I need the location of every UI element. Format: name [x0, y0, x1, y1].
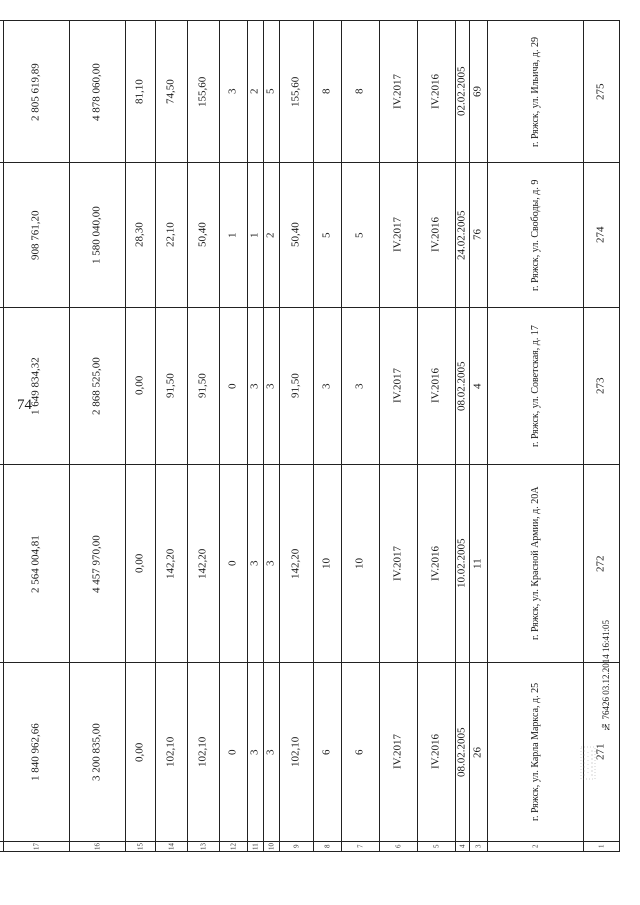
cell: 8: [314, 21, 342, 163]
address: г. Ряжск, ул. Ильича, д. 29: [488, 21, 584, 163]
table-row: [0, 21, 620, 163]
cell: 2: [264, 163, 280, 307]
address: г. Ряжск, ул. Карла Маркса, д. 25: [488, 663, 584, 841]
cell: IV.2017: [380, 163, 418, 307]
table-row: [0, 663, 620, 841]
cell: 102,10: [188, 663, 220, 841]
cell: 91,50: [156, 307, 188, 465]
column-number: 11: [248, 841, 264, 851]
cell: 10: [314, 465, 342, 663]
column-number: 6: [380, 841, 418, 851]
cell: 0: [220, 307, 248, 465]
cell: 26: [470, 663, 488, 841]
cell: 76: [470, 163, 488, 307]
cell: [0, 663, 4, 841]
cell: 0: [220, 465, 248, 663]
address: г. Ряжск, ул. Красной Армии, д. 20А: [488, 465, 584, 663]
cell: 3: [220, 21, 248, 163]
cell: 908 761,20: [4, 163, 70, 307]
cell: 3: [314, 307, 342, 465]
column-number: 14: [156, 841, 188, 851]
cell: [0, 21, 4, 163]
cell: IV.2017: [380, 21, 418, 163]
cell: 0,00: [126, 663, 156, 841]
cell: 155,60: [280, 21, 314, 163]
seal-mark: [580, 746, 596, 780]
cell: 8: [342, 21, 380, 163]
cell: 6: [314, 663, 342, 841]
column-number: 17: [4, 841, 70, 851]
cell: 11: [470, 465, 488, 663]
cell: 1: [220, 163, 248, 307]
cell: [0, 163, 4, 307]
cell: 24.02.2005: [456, 163, 470, 307]
cell: 3: [342, 307, 380, 465]
column-number: 15: [126, 841, 156, 851]
cell: 3: [248, 663, 264, 841]
cell: 4 878 060,00: [70, 21, 126, 163]
cell: 02.02.2005: [456, 21, 470, 163]
cell: 5: [342, 163, 380, 307]
row-number: 273: [584, 307, 620, 465]
cell: 0: [220, 663, 248, 841]
cell: 81,10: [126, 21, 156, 163]
cell: 22,10: [156, 163, 188, 307]
column-number: 5: [418, 841, 456, 851]
column-number: 9: [280, 841, 314, 851]
cell: [0, 307, 4, 465]
row-number: 275: [584, 21, 620, 163]
column-number: 3: [470, 841, 488, 851]
cell: IV.2017: [380, 465, 418, 663]
page-number: 74: [17, 397, 32, 413]
data-table: [29, 20, 620, 852]
cell: 91,50: [280, 307, 314, 465]
row-number: 271: [584, 663, 620, 841]
column-number: 13: [188, 841, 220, 851]
column-number: 10: [264, 841, 280, 851]
address: г. Ряжск, ул. Свободы, д. 9: [488, 163, 584, 307]
cell: 3: [248, 307, 264, 465]
cell: 102,10: [156, 663, 188, 841]
cell: 142,20: [156, 465, 188, 663]
cell: 69: [470, 21, 488, 163]
cell: IV.2016: [418, 663, 456, 841]
cell: 50,40: [280, 163, 314, 307]
cell: 2: [248, 21, 264, 163]
cell: 08.02.2005: [456, 663, 470, 841]
column-number: 8: [314, 841, 342, 851]
column-number: 16: [70, 841, 126, 851]
column-number: 2: [488, 841, 584, 851]
cell: 28,30: [126, 163, 156, 307]
cell: 2 868 525,00: [70, 307, 126, 465]
table-row: [0, 163, 620, 307]
cell: 3: [264, 465, 280, 663]
column-number: 4: [456, 841, 470, 851]
row-number: 274: [584, 163, 620, 307]
registration-stamp: № 76426 03.12.2014 16:41:05: [601, 620, 611, 732]
cell: 3: [264, 307, 280, 465]
cell: 102,10: [280, 663, 314, 841]
table-row: [0, 307, 620, 465]
cell: 74,50: [156, 21, 188, 163]
cell: IV.2016: [418, 163, 456, 307]
cell: 50,40: [188, 163, 220, 307]
column-number: 12: [220, 841, 248, 851]
cell: 3: [248, 465, 264, 663]
cell: 1 649 834,32: [4, 307, 70, 465]
cell: 5: [314, 163, 342, 307]
cell: 5: [264, 21, 280, 163]
cell: 10.02.2005: [456, 465, 470, 663]
address: г. Ряжск, ул. Советская, д. 17: [488, 307, 584, 465]
cell: 2 805 619,89: [4, 21, 70, 163]
cell: 4: [470, 307, 488, 465]
cell: IV.2016: [418, 21, 456, 163]
table-row: [0, 465, 620, 663]
cell: 3 200 835,00: [70, 663, 126, 841]
cell: 142,20: [280, 465, 314, 663]
column-number: 7: [342, 841, 380, 851]
row-number: 272: [584, 465, 620, 663]
cell: 142,20: [188, 465, 220, 663]
cell: 3: [264, 663, 280, 841]
cell: 6: [342, 663, 380, 841]
cell: 91,50: [188, 307, 220, 465]
column-number: 1: [584, 841, 620, 851]
cell: IV.2016: [418, 307, 456, 465]
cell: 1 840 962,66: [4, 663, 70, 841]
cell: 08.02.2005: [456, 307, 470, 465]
cell: [0, 465, 4, 663]
cell: 4 457 970,00: [70, 465, 126, 663]
cell: 10: [342, 465, 380, 663]
cell: IV.2017: [380, 663, 418, 841]
cell: 155,60: [188, 21, 220, 163]
column-number: [0, 841, 4, 851]
cell: 1 580 040,00: [70, 163, 126, 307]
cell: 0,00: [126, 307, 156, 465]
header-row: [0, 841, 620, 851]
cell: 2 564 004,81: [4, 465, 70, 663]
cell: 1: [248, 163, 264, 307]
cell: IV.2017: [380, 307, 418, 465]
cell: IV.2016: [418, 465, 456, 663]
cell: 0,00: [126, 465, 156, 663]
